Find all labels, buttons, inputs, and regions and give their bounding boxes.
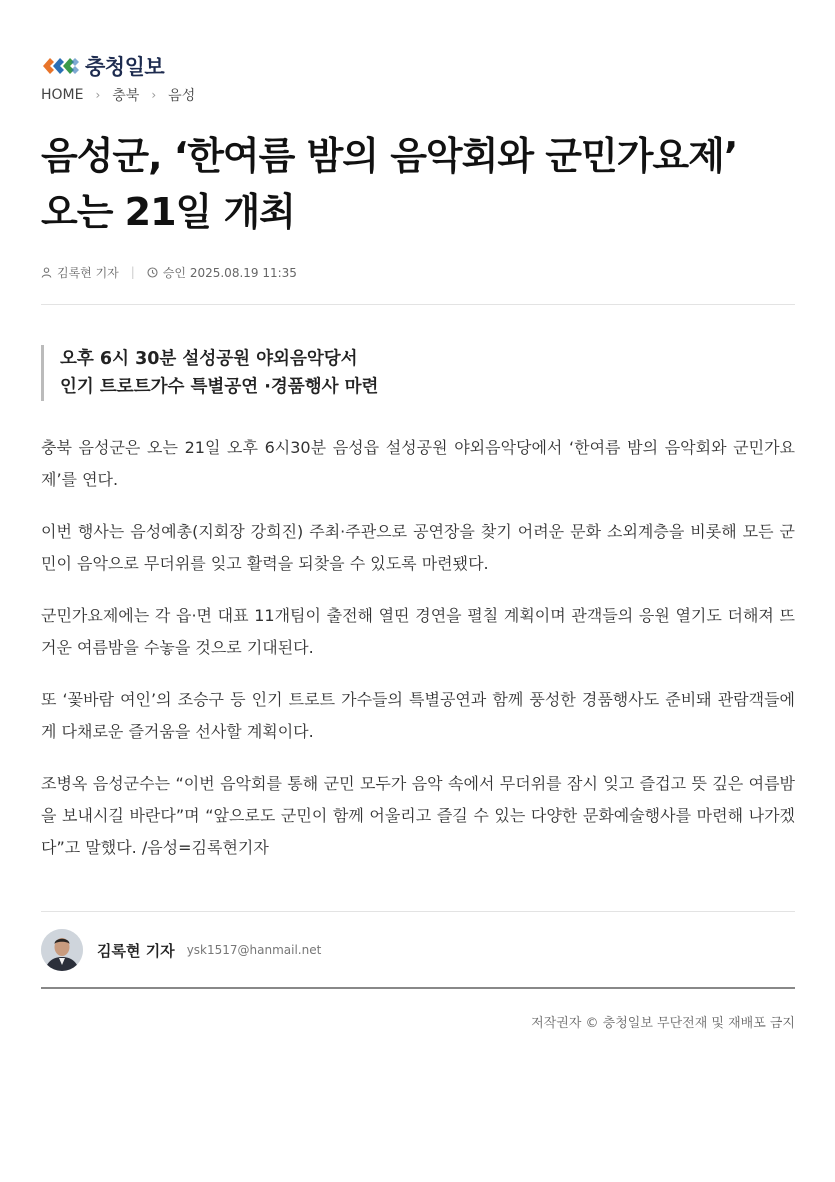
meta-divider: | — [130, 265, 135, 279]
byline: 김록현 기자 — [57, 265, 119, 280]
breadcrumb-subsection[interactable]: 음성 — [168, 88, 196, 104]
article-body — [41, 432, 795, 884]
article-title — [41, 128, 795, 240]
person-icon — [41, 267, 52, 278]
article-paragraph: 군민가요제에는 각 읍·면 대표 11개팀이 출전해 열띤 경연을 펼칠 계획이며 관객들의 응원 열기도 더해져 뜨거운 여름밤을 수놓을 것으로 기대된다. — [41, 606, 795, 657]
avatar[interactable] — [41, 929, 83, 971]
chevron-right-icon: › — [95, 88, 101, 102]
divider — [41, 987, 795, 989]
author-box — [41, 928, 321, 972]
divider — [41, 911, 795, 912]
approved-date: 승인 2025.08.19 11:35 — [162, 265, 297, 280]
breadcrumb-section[interactable]: 충북 — [112, 88, 140, 104]
article-paragraph: 충북 음성군은 오는 21일 오후 6시30분 음성읍 설성공원 야외음악당에서 ‘한여름 밤의 음악회와 군민가요제’를 연다. — [41, 438, 795, 489]
copyright-notice: 저작권자 © 충청일보 무단전재 및 재배포 금지 — [531, 1016, 795, 1031]
article-title-line2: 오는 21일 개최 — [41, 190, 295, 234]
article-paragraph: 또 ‘꽃바람 여인’의 조승구 등 인기 트로트 가수들의 특별공연과 함께 풍성한 경품행사도 준비돼 관람객들에게 다채로운 즐거움을 선사할 계획이다. — [41, 690, 795, 741]
article-paragraph: 조병옥 음성군수는 “이번 음악회를 통해 군민 모두가 음악 속에서 무더위를 잠시 잊고 즐겁고 뜻 깊은 여름밤을 보내시길 바란다”며 “앞으로도 군민이 함께 어울리고 즐길 수 있는 다양한 문화예술행사를 마련해 나가겠다”고 말했다. /음성=김록현기자 — [41, 774, 795, 857]
breadcrumb — [41, 85, 195, 105]
article-title-line1: 음성군, ‘한여름 밤의 음악회와 군민가요제’ — [41, 134, 738, 178]
chevron-right-icon: › — [151, 88, 157, 102]
article-subtitle — [41, 345, 795, 401]
subtitle-line2: 인기 트로트가수 특별공연 ·경품행사 마련 — [60, 377, 379, 397]
article-meta — [41, 262, 297, 282]
divider — [41, 304, 795, 305]
logo-text: 충청일보 — [85, 55, 165, 79]
author-name[interactable]: 김록현 기자 — [97, 941, 175, 960]
breadcrumb-home[interactable]: HOME — [41, 87, 84, 103]
author-email[interactable]: ysk1517@hanmail.net — [186, 943, 322, 957]
article-paragraph: 이번 행사는 음성예총(지회장 강희진) 주최·주관으로 공연장을 찾기 어려운 문화 소외계층을 비롯해 모든 군민이 음악으로 무더위를 잊고 활력을 되찾을 수 있도록 마련됐다. — [41, 522, 795, 573]
clock-icon — [147, 267, 158, 278]
site-logo[interactable] — [41, 52, 164, 80]
subtitle-line1: 오후 6시 30분 설성공원 야외음악당서 — [60, 349, 358, 369]
logo-mark-icon — [41, 53, 81, 79]
